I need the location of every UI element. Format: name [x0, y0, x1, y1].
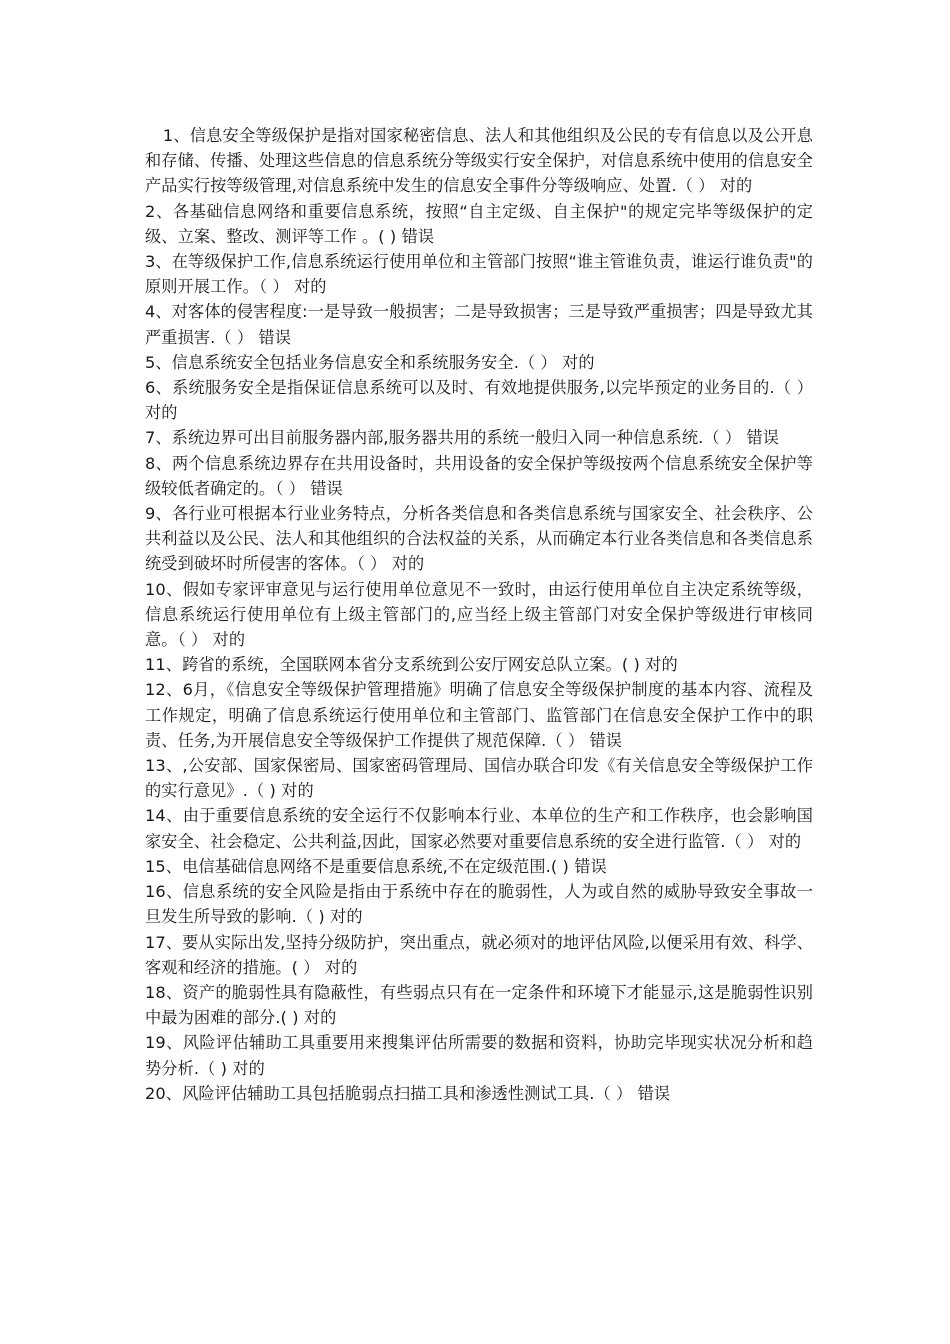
question-item: 15、电信基础信息网络不是重要信息系统,不在定级范围.( ) 错误	[145, 856, 607, 876]
question-item: 6、系统服务安全是指保证信息系统可以及时、有效地提供服务,以完毕预定的业务目的.（ ） 对的	[145, 378, 813, 423]
question-list	[145, 123, 813, 1106]
question-item: 8、两个信息系统边界存在共用设备时，共用设备的安全保护等级按两个信息系统安全保护等级较低者确定的。（ ） 错误	[145, 453, 813, 498]
question-item: 11、跨省的系统，全国联网本省分支系统到公安厅网安总队立案。( ) 对的	[145, 655, 678, 675]
question-item: 14、由于重要信息系统的安全运行不仅影响本行业、本单位的生产和工作秩序，也会影响国家安全、社会稳定、公共利益,因此，国家必然要对重要信息系统的安全进行监管.（ ） 对的	[145, 806, 813, 851]
question-item: 5、信息系统安全包括业务信息安全和系统服务安全.（ ） 对的	[145, 352, 595, 372]
question-item: 16、信息系统的安全风险是指由于系统中存在的脆弱性，人为或自然的威胁导致安全事故一旦发生所导致的影响.（ ) 对的	[145, 882, 813, 927]
question-item: 17、要从实际出发,坚持分级防护，突出重点，就必须对的地评估风险,以便采用有效、科学、客观和经济的措施。( ） 对的	[145, 932, 813, 977]
question-item: 18、资产的脆弱性具有隐蔽性，有些弱点只有在一定条件和环境下才能显示,这是脆弱性识别中最为困难的部分.( ) 对的	[145, 982, 813, 1028]
question-item: 3、在等级保护工作,信息系统运行使用单位和主管部门按照“谁主管谁负责，谁运行谁负责"的原则开展工作。（ ） 对的	[145, 252, 813, 297]
question-item: 10、假如专家评审意见与运行使用单位意见不一致时，由运行使用单位自主决定系统等级，信息系统运行使用单位有上级主管部门的,应当经上级主管部门对安全保护等级进行审核同意。（ ） 对的	[145, 579, 813, 650]
question-item: 20、风险评估辅助工具包括脆弱点扫描工具和渗透性测试工具.（ ） 错误	[145, 1083, 671, 1103]
question-item: 7、系统边界可出目前服务器内部,服务器共用的系统一般归入同一种信息系统.（ ） 错误	[145, 428, 780, 448]
question-item: 4、对客体的侵害程度:一是导致一般损害；二是导致损害；三是导致严重损害；四是导致尤其严重损害.（ ） 错误	[145, 302, 813, 347]
question-item: 19、风险评估辅助工具重要用来搜集评估所需要的数据和资料，协助完毕现实状况分析和趋势分析.（ ) 对的	[145, 1033, 813, 1078]
question-item: 12、6月，《信息安全等级保护管理措施》明确了信息安全等级保护制度的基本内容、流程及工作规定，明确了信息系统运行使用单位和主管部门、监管部门在信息安全保护工作中的职责、任务,为开展信息安全等级保护工作提供了规范保障.（ ） 错误	[145, 680, 813, 750]
question-item: 2、各基础信息网络和重要信息系统，按照“自主定级、自主保护"的规定完毕等级保护的定级、立案、整改、测评等工作 。( ) 错误	[145, 201, 813, 246]
question-item: 1、信息安全等级保护是指对国家秘密信息、法人和其他组织及公民的专有信息以及公开息和存储、传播、处理这些信息的信息系统分等级实行安全保护，对信息系统中使用的信息安全产品实行按等级管理,对信息系统中发生的信息安全事件分等级响应、处置.（ ） 对的	[145, 126, 813, 196]
question-item: 13、,公安部、国家保密局、国家密码管理局、国信办联合印发《有关信息安全等级保护工作的实行意见》.（ ) 对的	[145, 756, 813, 801]
question-item: 9、各行业可根据本行业业务特点，分析各类信息和各类信息系统与国家安全、社会秩序、公共利益以及公民、法人和其他组织的合法权益的关系，从而确定本行业各类信息和各类信息系统受到破坏时所侵害的客体。（ ） 对的	[145, 504, 813, 574]
